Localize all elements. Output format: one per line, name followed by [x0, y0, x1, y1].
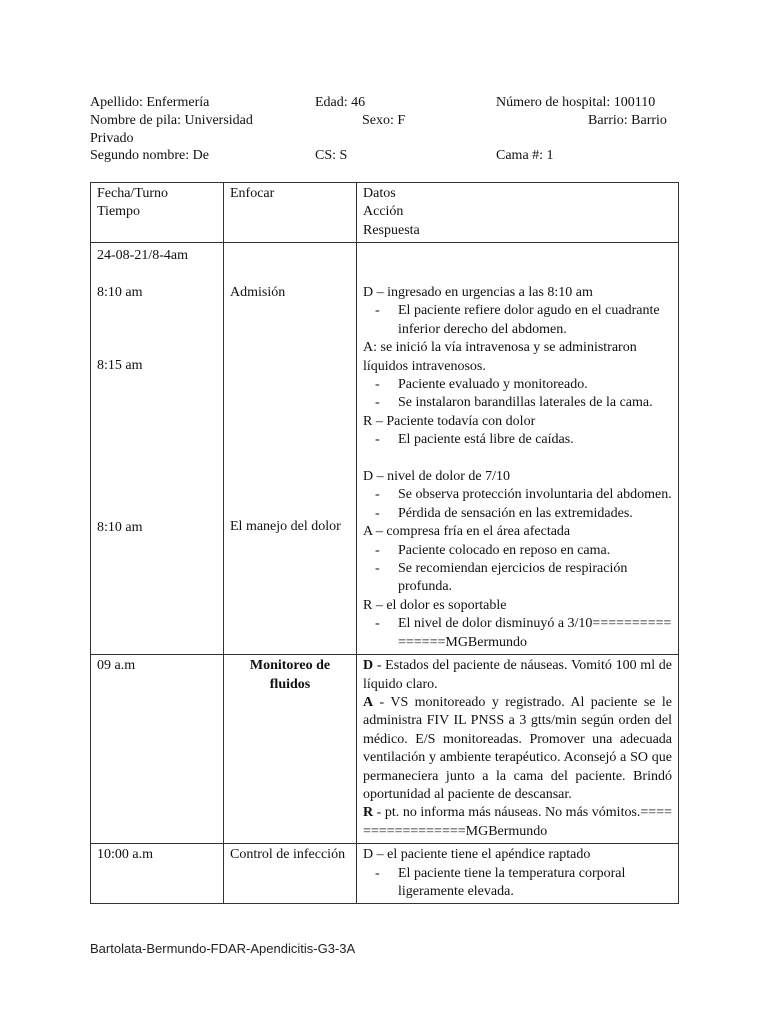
row1-focus-dolor: El manejo del dolor	[230, 519, 341, 535]
table-row	[91, 844, 679, 904]
segundo-nombre-field: Segundo nombre: De	[90, 148, 209, 163]
header-fecha-turno: Fecha/Turno Tiempo	[91, 183, 224, 243]
table-row	[91, 655, 679, 844]
row2-response: R - pt. no informa más náuseas. No más vómitos.=================MGBermundo	[363, 805, 672, 839]
row1-time-3: 8:10 am	[97, 519, 143, 535]
row1-time-2: 8:15 am	[97, 358, 143, 374]
sexo-field: Sexo: F	[362, 113, 406, 128]
row1-focus-admision: Admisión	[230, 285, 286, 300]
edad-field: Edad: 46	[315, 95, 366, 110]
nombre-pila-continued: Privado	[90, 131, 134, 146]
cama-field: Cama #: 1	[496, 148, 554, 163]
page-footer: Bartolata-Bermundo-FDAR-Apendicitis-G3-3A	[90, 941, 356, 956]
table-row	[91, 243, 679, 655]
row3-dar-cell	[357, 844, 679, 904]
row1-time-cell	[91, 243, 224, 655]
dar-line: A – compresa fría en el área afectada	[363, 524, 571, 540]
dar-bullet: - Pérdida de sensación en las extremidades.	[363, 505, 672, 523]
fdar-table	[90, 182, 679, 904]
hospital-number-field: Número de hospital: 100110	[496, 95, 656, 110]
row1-time-1: 8:10 am	[97, 285, 143, 301]
row2-focus: Monitoreo de fluidos	[224, 655, 357, 844]
dar-bullet: - El paciente está libre de caídas.	[363, 431, 672, 449]
dar-line: R – el dolor es soportable	[363, 597, 507, 613]
dar-line: A: se inició la vía intravenosa y se administraron líquidos intravenosos.	[363, 340, 637, 374]
cs-field: CS: S	[315, 148, 348, 163]
dar-line: D – el paciente tiene el apéndice raptado	[363, 847, 591, 863]
dar-line: D – ingresado en urgencias a las 8:10 am	[363, 285, 593, 300]
header-dar: Datos Acción Respuesta	[357, 183, 679, 243]
dar-bullet: - Se instalaron barandillas laterales de la cama.	[363, 394, 672, 412]
dar-bullet: - Paciente evaluado y monitoreado.	[363, 376, 672, 394]
row1-date: 24-08-21/8-4am	[97, 248, 188, 264]
dar-bullet: - Se recomiendan ejercicios de respiración profunda.	[363, 560, 672, 597]
dar-bullet: - Se observa protección involuntaria del abdomen.	[363, 486, 672, 504]
apellido-field: Apellido: Enfermería	[90, 95, 210, 110]
row2-dar-cell	[357, 655, 679, 844]
dar-line: D – nivel de dolor de 7/10	[363, 469, 510, 485]
dar-line: R – Paciente todavía con dolor	[363, 413, 536, 429]
header-enfocar: Enfocar	[224, 183, 357, 243]
row2-time: 09 a.m	[91, 655, 224, 844]
nombre-pila-field: Nombre de pila: Universidad	[90, 113, 253, 128]
barrio-field: Barrio: Barrio	[588, 113, 667, 128]
row1-focus-cell	[224, 243, 357, 655]
dar-bullet: - Paciente colocado en reposo en cama.	[363, 542, 672, 560]
row3-time: 10:00 a.m	[91, 844, 224, 904]
table-header-row	[91, 183, 679, 243]
row2-action: A - VS monitoreado y registrado. Al paciente se le administra FIV IL PNSS a 3 gtts/min según orden del médico. E/S monitoreadas. Promover una adecuada ventilación y ambiente terapéutico. Aconsejó a SO que permaneciera junto a la cama del paciente. Brindó oportunidad al paciente de descansar.	[363, 694, 672, 802]
dar-bullet: - El nivel de dolor disminuyó a 3/10================MGBermundo	[363, 615, 672, 652]
dar-bullet: - El paciente refiere dolor agudo en el cuadrante inferior derecho del abdomen.	[363, 302, 672, 339]
row1-dar-cell	[357, 243, 679, 655]
row2-data: D - Estados del paciente de náuseas. Vomitó 100 ml de líquido claro.	[363, 658, 672, 692]
dar-bullet: - El paciente tiene la temperatura corporal ligeramente elevada.	[363, 865, 672, 902]
row3-focus: Control de infección	[224, 844, 357, 904]
